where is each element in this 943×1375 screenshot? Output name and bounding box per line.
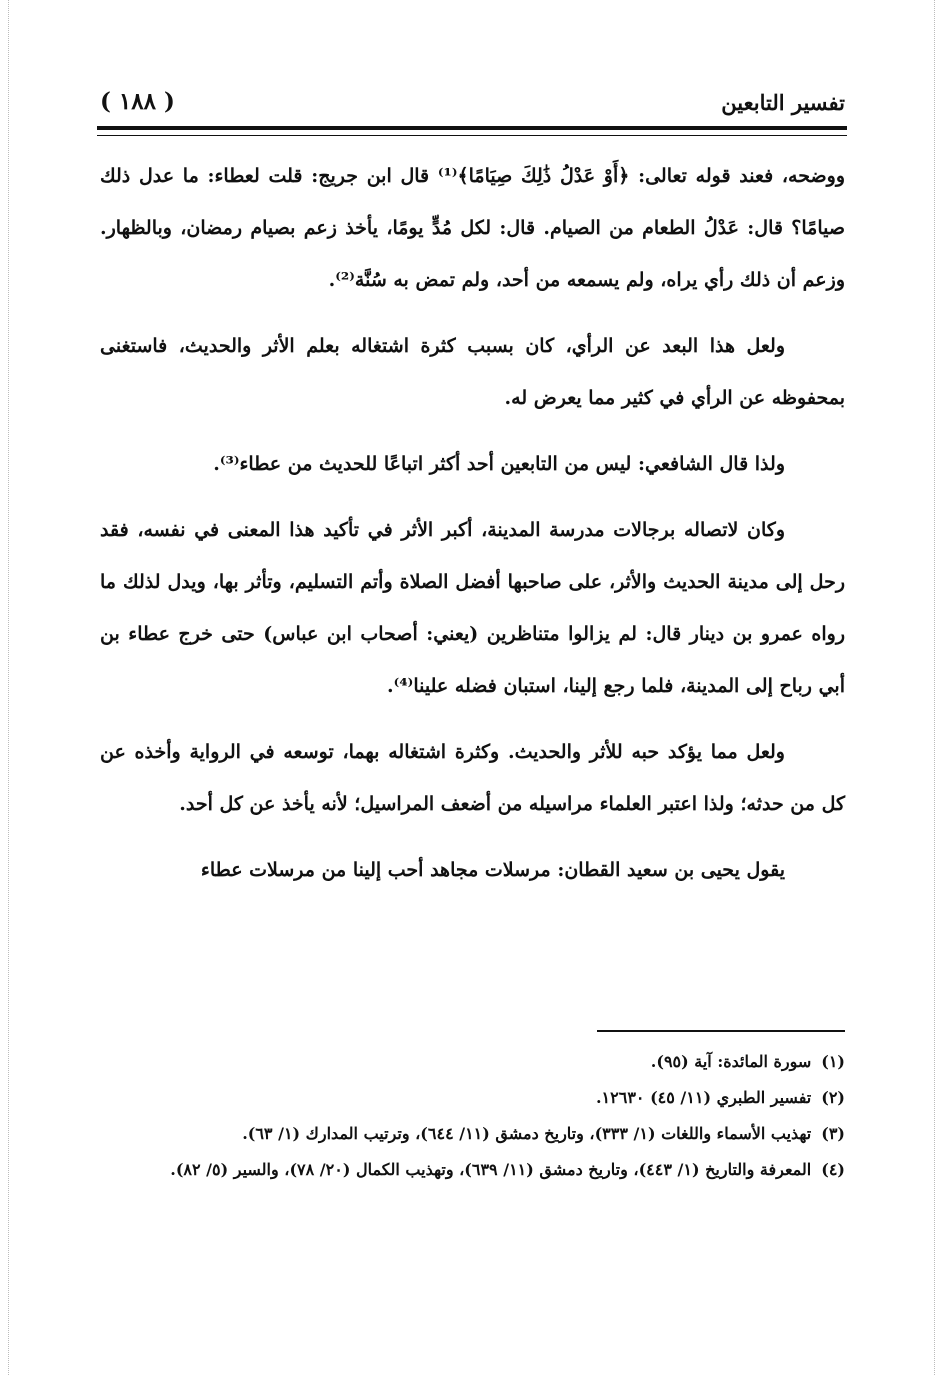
- scan-edge-left: [8, 0, 9, 1375]
- footnote-text: تهذيب الأسماء واللغات (١/ ٣٣٣)، وتاريخ دمشق (١١/ ٦٤٤)، وترتيب المدارك (١/ ٦٣).: [242, 1124, 812, 1143]
- main-text: [100, 150, 845, 910]
- footnotes: [100, 1045, 845, 1189]
- paragraph-5: ولعل مما يؤكد حبه للأثر والحديث. وكثرة اشتغاله بهما، توسعه في الرواية وأخذه عن كل من حدثه؛ ولذا اعتبر العلماء مراسيله من أضعف المراسيل؛ لأنه يأخذ عن كل أحد.: [100, 741, 845, 815]
- paragraph-4: وكان لاتصاله برجالات مدرسة المدينة، أكبر الأثر في تأكيد هذا المعنى في نفسه، فقد رحل إلى مدينة الحديث والأثر، على صاحبها أفضل الصلاة وأتم التسليم، وتأثر بها، ويدل لذلك ما رواه عمرو بن دينار قال: لم يزالوا متناظرين (يعني: أصحاب ابن عباس) حتى خرج عطاء بن أبي رباح إلى المدينة، فلما رجع إلينا، استبان فضله علينا⁽⁴⁾.: [100, 519, 845, 697]
- footnote-number: (١): [821, 1052, 845, 1071]
- paragraph-6: يقول يحيى بن سعيد القطان: مرسلات مجاهد أحب إلينا من مرسلات عطاء: [200, 859, 785, 881]
- footnote-text: تفسير الطبري (١١/ ٤٥) ١٢٦٣٠.: [595, 1088, 812, 1107]
- footnote-1: [100, 1045, 845, 1079]
- paragraph-2: ولعل هذا البعد عن الرأي، كان بسبب كثرة اشتغاله بعلم الأثر والحديث، فاستغنى بمحفوظه عن الرأي في كثير مما يعرض له.: [100, 335, 845, 409]
- paragraph-1: ووضحه، فعند قوله تعالى: ﴿أَوْ عَدْلُ ذَٰلِكَ صِيَامًا﴾⁽¹⁾ قال ابن جريج: قلت لعطاء: ما عدل ذلك صيامًا؟ قال: عَدْلُ الطعام من الصيام. قال: لكل مُدٍّ يومًا، يأخذ زعم بصيام رمضان، وبالظهار. وزعم أن ذلك رأي يراه، ولم يسمعه من أحد، ولم تمض به سُنَّة⁽²⁾.: [100, 165, 845, 291]
- paragraph-3: ولذا قال الشافعي: ليس من التابعين أحد أكثر اتباعًا للحديث من عطاء⁽³⁾.: [213, 453, 785, 475]
- footnote-number: (٣): [821, 1124, 845, 1143]
- header-rule: [97, 126, 847, 136]
- footnote-number: (٢): [821, 1088, 845, 1107]
- footnote-2: [100, 1081, 845, 1115]
- footnote-separator: [597, 1030, 845, 1032]
- footnote-number: (٤): [821, 1160, 845, 1179]
- footnote-text: المعرفة والتاريخ (١/ ٤٤٣)، وتاريخ دمشق (١١/ ٦٣٩)، وتهذيب الكمال (٢٠/ ٧٨)، والسير (٥/ ٨٢).: [170, 1160, 812, 1179]
- book-title: تفسير التابعين: [721, 90, 845, 115]
- footnote-text: سورة المائدة: آية (٩٥).: [650, 1052, 812, 1071]
- running-header: [100, 86, 845, 126]
- page-number: ( ١٨٨ ): [100, 88, 175, 115]
- footnote-3: [100, 1117, 845, 1151]
- footnote-4: [100, 1153, 845, 1187]
- scan-edge-right: [934, 0, 935, 1375]
